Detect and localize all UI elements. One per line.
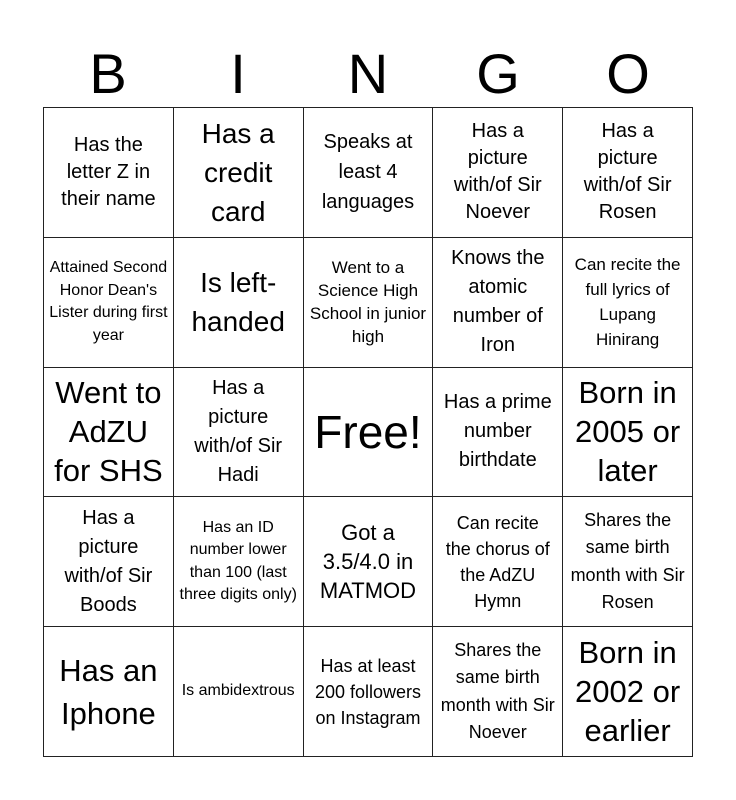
header-letter-n: N [347,42,389,105]
bingo-cell[interactable] [174,238,304,368]
bingo-cell[interactable] [44,627,174,757]
bingo-cell[interactable] [433,108,563,238]
bingo-cell[interactable] [44,368,174,498]
bingo-grid [43,107,693,757]
cell-text: Speaks at least 4 languages [321,131,415,214]
bingo-cell[interactable] [433,368,563,498]
cell-text: Has an ID number lower than 100 (last three digits only) [179,518,297,604]
cell-text: Has a picture with/of Sir Boods [64,506,153,616]
cell-text: Born in 2005 or later [575,375,681,489]
cell-text: Knows the atomic number of Iron [451,247,545,357]
bingo-cell[interactable] [304,108,434,238]
bingo-cell[interactable] [304,238,434,368]
bingo-cell[interactable] [433,627,563,757]
header-letter-g: G [476,42,520,105]
cell-text: Is left-handed [191,267,285,338]
cell-text: Has at least 200 followers on Instagram [314,655,422,728]
bingo-cell[interactable] [44,238,174,368]
bingo-cell[interactable] [433,238,563,368]
cell-text: Can recite the full lyrics of Lupang Hinirang [574,255,681,350]
cell-text: Has a credit card [201,117,275,227]
cell-text: Shares the same birth month with Sir Noever [440,639,555,743]
bingo-cell[interactable] [174,368,304,498]
cell-text: Went to AdZU for SHS [54,375,163,489]
bingo-cell[interactable] [563,627,693,757]
bingo-cell[interactable] [304,368,434,498]
bingo-cell[interactable] [44,497,174,627]
cell-text: Has the letter Z in their name [61,133,156,210]
cell-text: Went to a Science High School in junior high [309,258,427,347]
cell-text: Shares the same birth month with Sir Rosen [570,509,685,613]
bingo-cell[interactable] [174,108,304,238]
bingo-cell[interactable] [563,108,693,238]
bingo-cell[interactable] [174,497,304,627]
cell-text: Attained Second Honor Dean's Lister during first year [49,259,168,344]
header-letter-i: I [230,42,246,105]
cell-text: Born in 2002 or earlier [575,635,681,749]
bingo-cell[interactable] [304,627,434,757]
cell-text: Has a picture with/of Sir Noever [453,120,542,224]
bingo-cell[interactable] [304,497,434,627]
bingo-header [43,40,693,108]
bingo-cell[interactable] [563,368,693,498]
cell-text: Has a picture with/of Sir Hadi [194,376,283,486]
bingo-cell[interactable] [433,497,563,627]
cell-text: Can recite the chorus of the AdZU Hymn [445,512,550,611]
cell-text: Has a prime number birthdate [443,391,552,472]
header-letter-b: B [89,42,127,105]
header-letter-o: O [606,42,650,105]
cell-text: Has a picture with/of Sir Rosen [583,120,672,224]
bingo-cell[interactable] [174,627,304,757]
cell-text: Is ambidextrous [181,682,295,700]
bingo-cell[interactable] [44,108,174,238]
free-space: Free! [314,405,422,458]
bingo-cell[interactable] [563,238,693,368]
bingo-cell[interactable] [563,497,693,627]
cell-text: Got a 3.5/4.0 in MATMOD [319,520,417,604]
cell-text: Has an Iphone [59,652,158,731]
